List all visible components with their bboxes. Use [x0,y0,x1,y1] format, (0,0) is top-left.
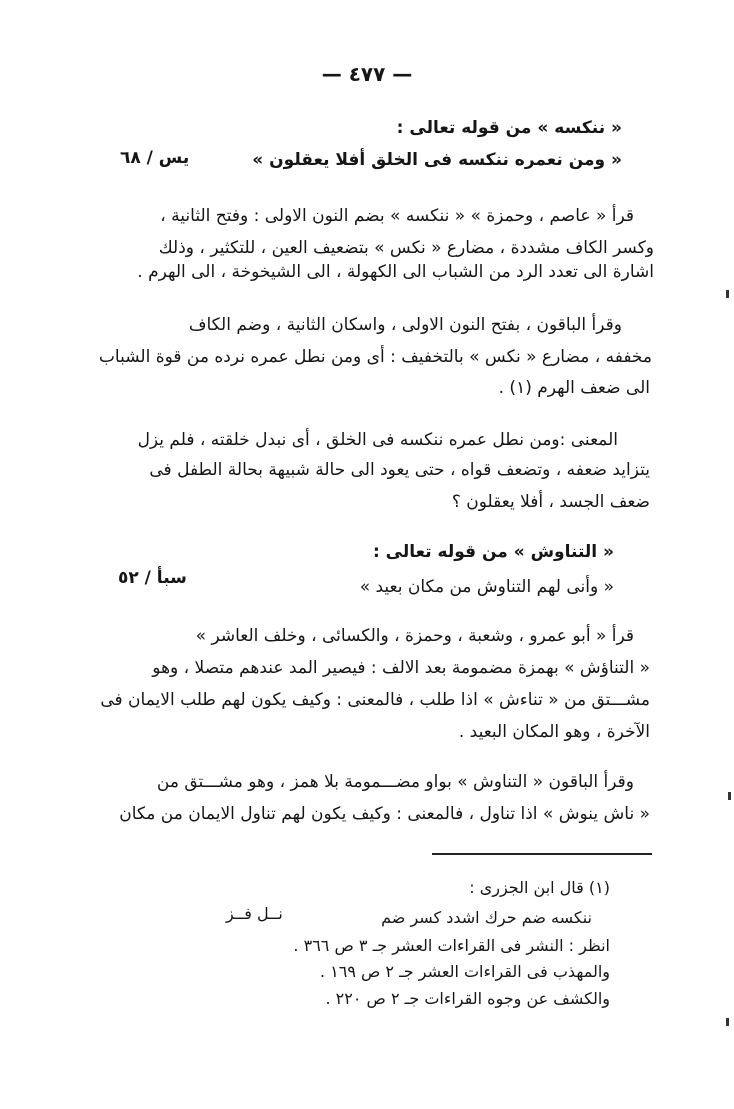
scan-speck [726,290,729,298]
section-2-reference: سبأ / ٥٢ [118,568,187,588]
paragraph-2-line-2: مخففه ، مضارع « نكس » بالتخفيف : أى ومن نطل عمره نرده من قوة الشباب [98,347,652,367]
paragraph-4-line-3: مشـــتق من « تناءش » اذا طلب ، فالمعنى : وكيف يكون لهم طلب الايمان فى [100,690,650,710]
section-1-verse: « ومن نعمره ننكسه فى الخلق أفلا يعقلون » [252,150,622,170]
footnote-divider [432,853,652,855]
page-number: — ٤٧٧ — [321,62,413,86]
section-2-verse: « وأنى لهم التناوش من مكان بعيد » [359,577,614,597]
paragraph-3-line-3: ضعف الجسد ، أفلا يعقلون ؟ [451,492,650,512]
paragraph-4-line-4: الآخرة ، وهو المكان البعيد . [458,722,650,742]
footnote-title: (١) قال ابن الجزرى : [469,878,610,897]
section-2-title: « التناوش » من قوله تعالى : [372,542,614,562]
footnote-verse-right: ننكسه ضم حرك اشدد كسر ضم [381,908,592,927]
paragraph-2-line-1: وقرأ الباقون ، بفتح النون الاولى ، واسكان الثانية ، وضم الكاف [188,315,622,335]
section-1-reference: يس / ٦٨ [120,148,190,168]
paragraph-3-line-2: يتزايد ضعفه ، وتضعف قواه ، حتى يعود الى حالة شبيهة بحالة الطفل فى [149,460,650,480]
scan-speck [726,1018,729,1026]
footnote-ref-1: انظر : النشر فى القراءات العشر جـ ٣ ص ٣٦٦ . [293,936,610,955]
paragraph-1-line-2: وكسر الكاف مشددة ، مضارع « نكس » بتضعيف العين ، للتكثير ، وذلك [158,238,654,258]
paragraph-4-line-1: قرأ « أبو عمرو ، وشعبة ، وحمزة ، والكسائى ، وخلف العاشر » [195,626,634,646]
paragraph-1-line-3: اشارة الى تعدد الرد من الشباب الى الكهولة ، الى الشيخوخة ، الى الهرم . [137,262,654,282]
paragraph-5-line-2: « ناش ينوش » اذا تناول ، فالمعنى : وكيف يكون لهم تناول الايمان من مكان [119,804,650,824]
footnote-ref-3: والكشف عن وجوه القراءات جـ ٢ ص ٢٢٠ . [325,989,610,1008]
paragraph-3-line-1: المعنى :ومن نطل عمره ننكسه فى الخلق ، أى نبدل خلقته ، فلم يزل [137,430,618,450]
paragraph-4-line-2: « التناؤش » بهمزة مضمومة بعد الالف : فيصير المد عندهم متصلا ، وهو [152,658,650,678]
scan-speck [728,792,731,800]
paragraph-2-line-3: الى ضعف الهرم (١) . [498,378,650,398]
paragraph-1-line-1: قرأ « عاصم ، وحمزة » « ننكسه » بضم النون الاولى : وفتح الثانية ، [160,206,634,226]
footnote-verse-left: نــل فــز [226,904,283,923]
footnote-ref-2: والمهذب فى القراءات العشر جـ ٢ ص ١٦٩ . [319,962,610,981]
section-1-title: « ننكسه » من قوله تعالى : [396,118,622,138]
paragraph-5-line-1: وقرأ الباقون « التناوش » بواو مضـــمومة بلا همز ، وهو مشـــتق من [156,772,634,792]
